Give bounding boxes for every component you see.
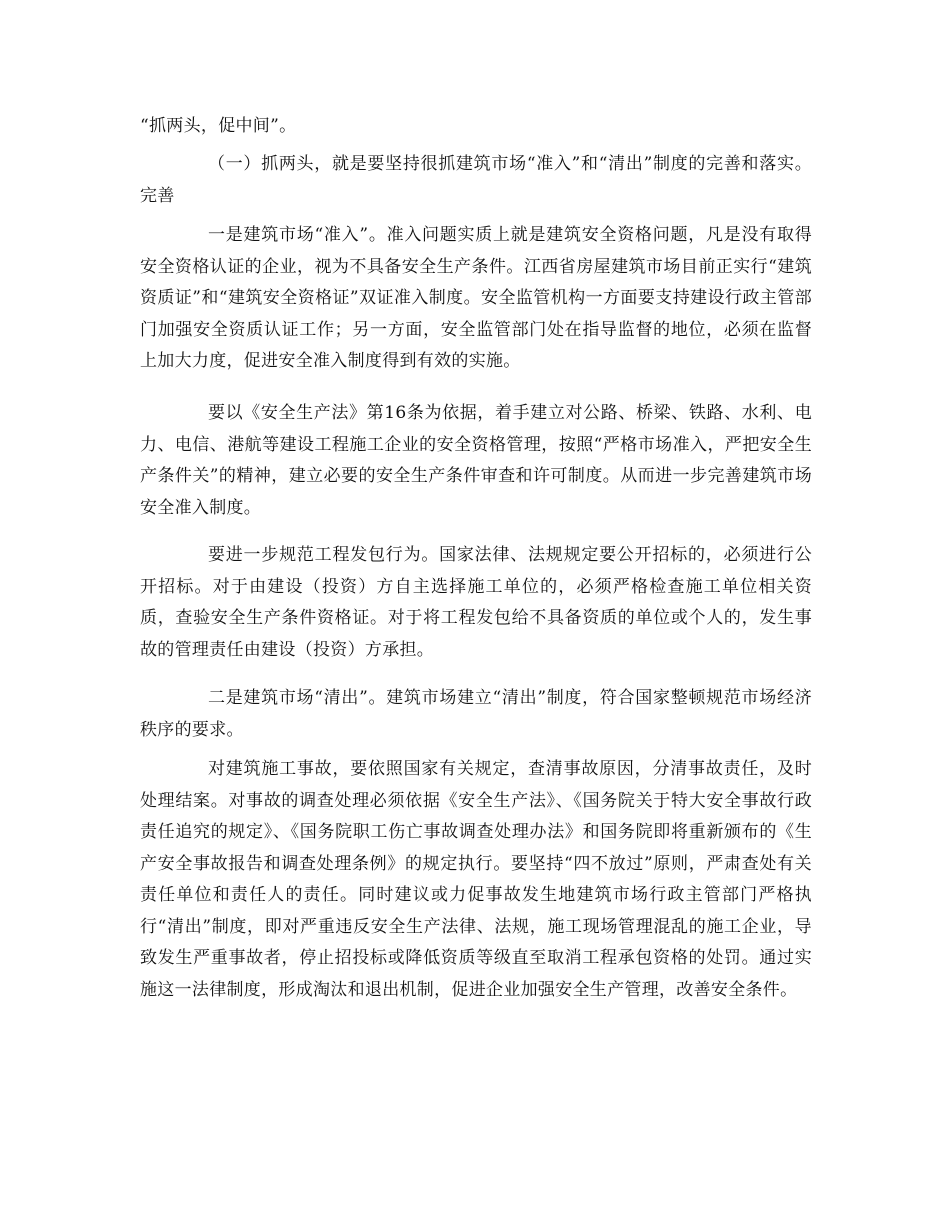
paragraph-1: “抓两头，促中间”。 [140, 116, 297, 136]
paragraph-5: 要进一步规范工程发包行为。国家法律、法规规定要公开招标的，必须进行公开招标。对于由建设（投资）方自主选择施工单位的，必须严格检查施工单位相关资质，查验安全生产条件资格证。对于将工程发包给不具备资质的单位或个人的，发生事故的管理责任由建设（投资）方承担。 [140, 545, 812, 660]
paragraph-3: 一是建筑市场“准入”。准入问题实质上就是建筑安全资格问题，凡是没有取得安全资格认证的企业，视为不具备安全生产条件。江西省房屋建筑市场目前正实行“建筑资质证”和“建筑安全资格证”双证准入制度。安全监管机构一方面要支持建设行政主管部门加强安全资质认证工作；另一方面，安全监管部门处在指导监督的地位，必须在监督上加大力度，促进安全准入制度得到有效的实施。 [140, 225, 812, 371]
paragraph-4: 要以《安全生产法》第16条为依据，着手建立对公路、桥梁、铁路、水利、电力、电信、港航等建设工程施工企业的安全资格管理，按照“严格市场准入，严把安全生产条件关”的精神，建立必要的安全生产条件审查和许可制度。从而进一步完善建筑市场安全准入制度。 [140, 403, 812, 518]
paragraph-7: 对建筑施工事故，要依照国家有关规定，查清事故原因，分清事故责任，及时处理结案。对事故的调查处理必须依据《安全生产法》、《国务院关于特大安全事故行政责任追究的规定》、《国务院职工伤亡事故调查处理办法》和国务院即将重新颁布的《生产安全事故报告和调查处理条例》的规定执行。要坚持“四不放过”原则，严肃查处有关责任单位和责任人的责任。同时建议或力促事故发生地建筑市场行政主管部门严格执行“清出”制度，即对严重违反安全生产法律、法规，施工现场管理混乱的施工企业，导致发生严重事故者，停止招投标或降低资质等级直至取消工程承包资格的处罚。通过实施这一法律制度，形成淘汰和退出机制，促进企业加强安全生产管理，改善安全条件。 [140, 759, 812, 1000]
paragraph-2: （一）抓两头，就是要坚持很抓建筑市场“准入”和“清出”制度的完善和落实。完善 [140, 154, 812, 206]
paragraph-6: 二是建筑市场“清出”。建筑市场建立“清出”制度，符合国家整顿规范市场经济秩序的要求。 [140, 688, 812, 740]
